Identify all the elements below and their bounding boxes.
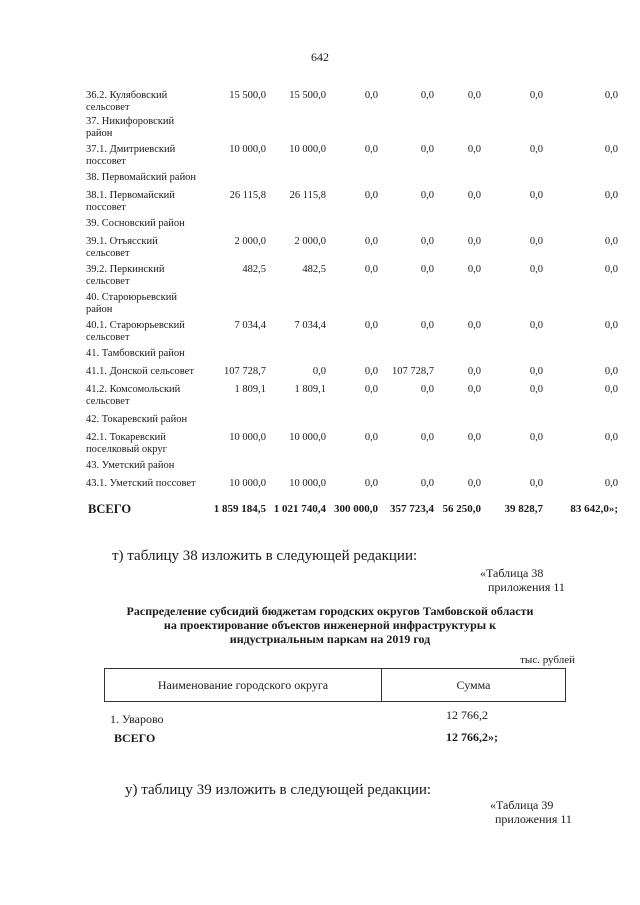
header-district-name: Наименование городского округа	[105, 669, 382, 702]
cell-value: 0,0	[364, 320, 378, 331]
cell-value: 0,0	[467, 236, 481, 247]
row-name	[86, 478, 216, 490]
cell-value: 0,0	[604, 190, 618, 201]
cell-value: 107 728,7	[224, 366, 266, 377]
cell-value: 0,0	[420, 90, 434, 101]
cell-value: 0,0	[364, 190, 378, 201]
row-name-line: 42. Токаревский район	[86, 414, 188, 425]
cell-value: 10 000,0	[289, 478, 326, 489]
row-name-line: 43. Уметский район	[86, 460, 175, 471]
table-38-ref-line2: приложения 11	[488, 580, 565, 594]
row-name-line: 38. Первомайский район	[86, 172, 197, 183]
row-name-line: сельсовет	[86, 276, 130, 287]
header-sum: Сумма	[382, 669, 566, 702]
cell-value: 0,0	[604, 366, 618, 377]
total-value: 83 642,0»;	[570, 503, 618, 515]
heading-line-1: Распределение субсидий бюджетам городских округов Тамбовской области	[126, 604, 534, 618]
row-name-line: 40.1. Староюрьевский	[86, 320, 185, 331]
row-name-line: 39.1. Отъясский	[86, 236, 158, 247]
row-name	[86, 172, 216, 184]
cell-value: 26 115,8	[289, 190, 326, 201]
instruction-t: т) таблицу 38 изложить в следующей редакции:	[112, 548, 418, 564]
cell-value: 0,0	[420, 432, 434, 443]
row-name-line: 41.1. Донской сельсовет	[86, 366, 194, 377]
total-label: ВСЕГО	[88, 502, 132, 516]
cell-value: 0,0	[420, 144, 434, 155]
table-38-header-row	[105, 669, 566, 702]
table-38-ref-line1: «Таблица 38	[480, 566, 544, 580]
cell-value: 0,0	[529, 478, 543, 489]
cell-value: 0,0	[467, 384, 481, 395]
cell-value: 0,0	[312, 366, 326, 377]
total-value: 1 021 740,4	[273, 503, 326, 515]
heading-line-2: на проектирование объектов инженерной инфраструктуры к	[163, 618, 497, 632]
table-38-heading	[110, 604, 550, 646]
table-38-row-name: 1. Уварово	[110, 712, 164, 726]
row-name-line: 41.2. Комсомольский	[86, 384, 181, 395]
page-number: 642	[311, 50, 329, 64]
cell-value: 15 500,0	[289, 90, 326, 101]
cell-value: 0,0	[604, 320, 618, 331]
cell-value: 0,0	[604, 236, 618, 247]
row-name	[86, 292, 216, 316]
table-39-reference	[490, 798, 572, 826]
cell-value: 0,0	[529, 190, 543, 201]
cell-value: 10 000,0	[229, 432, 266, 443]
cell-value: 482,5	[302, 264, 326, 275]
row-name	[86, 116, 216, 140]
cell-value: 0,0	[604, 384, 618, 395]
table-38	[104, 668, 566, 702]
heading-line-3: индустриальным паркам на 2019 год	[229, 632, 431, 646]
cell-value: 26 115,8	[229, 190, 266, 201]
row-name	[86, 218, 216, 230]
cell-value: 0,0	[420, 384, 434, 395]
cell-value: 10 000,0	[289, 432, 326, 443]
cell-value: 0,0	[529, 236, 543, 247]
cell-value: 107 728,7	[392, 366, 434, 377]
cell-value: 0,0	[529, 366, 543, 377]
table-38-reference	[480, 566, 565, 594]
row-name-line: сельсовет	[86, 396, 130, 407]
row-name-line: 39. Сосновский район	[86, 218, 185, 229]
cell-value: 10 000,0	[229, 478, 266, 489]
cell-value: 482,5	[242, 264, 266, 275]
table-39-ref-line2: приложения 11	[495, 812, 572, 826]
cell-value: 0,0	[364, 432, 378, 443]
cell-value: 7 034,4	[234, 320, 266, 331]
cell-value: 0,0	[467, 320, 481, 331]
row-name-line: 43.1. Уметский поссовет	[86, 478, 196, 489]
cell-value: 0,0	[529, 90, 543, 101]
cell-value: 0,0	[364, 144, 378, 155]
cell-value: 0,0	[604, 478, 618, 489]
row-name-line: сельсовет	[86, 332, 130, 343]
cell-value: 0,0	[467, 144, 481, 155]
cell-value: 0,0	[529, 432, 543, 443]
cell-value: 0,0	[529, 320, 543, 331]
row-name-line: 36.2. Кулябовский	[86, 90, 168, 101]
row-name-line: район	[86, 304, 113, 315]
cell-value: 10 000,0	[229, 144, 266, 155]
cell-value: 0,0	[364, 264, 378, 275]
total-value: 39 828,7	[504, 503, 543, 515]
cell-value: 2 000,0	[234, 236, 266, 247]
table-38-row-sum: 12 766,2	[446, 708, 488, 722]
row-name-line: поссовет	[86, 156, 126, 167]
row-name-line: сельсовет	[86, 102, 130, 113]
cell-value: 0,0	[467, 264, 481, 275]
total-value: 1 859 184,5	[213, 503, 266, 515]
cell-value: 0,0	[467, 478, 481, 489]
table-38-total-label: ВСЕГО	[114, 731, 156, 745]
row-name	[86, 366, 216, 378]
cell-value: 0,0	[420, 264, 434, 275]
cell-value: 0,0	[364, 236, 378, 247]
cell-value: 0,0	[604, 144, 618, 155]
row-name	[86, 190, 216, 214]
cell-value: 1 809,1	[294, 384, 326, 395]
row-name-line: 42.1. Токаревский	[86, 432, 166, 443]
instruction-u: у) таблицу 39 изложить в следующей редакции:	[125, 782, 432, 798]
table-38-total-sum: 12 766,2»;	[446, 730, 498, 744]
cell-value: 0,0	[364, 478, 378, 489]
row-name	[86, 144, 216, 168]
cell-value: 0,0	[364, 90, 378, 101]
cell-value: 7 034,4	[294, 320, 326, 331]
cell-value: 0,0	[364, 384, 378, 395]
row-name-line: 38.1. Первомайский	[86, 190, 175, 201]
row-name-line: поселковый округ	[86, 444, 167, 455]
total-value: 56 250,0	[442, 503, 481, 515]
table-39-ref-line1: «Таблица 39	[490, 798, 554, 812]
row-name-line: 39.2. Перкинский	[86, 264, 165, 275]
cell-value: 0,0	[364, 366, 378, 377]
cell-value: 0,0	[604, 90, 618, 101]
row-name-line: 37. Никифоровский	[86, 116, 175, 127]
cell-value: 0,0	[529, 384, 543, 395]
cell-value: 0,0	[604, 264, 618, 275]
cell-value: 2 000,0	[294, 236, 326, 247]
row-name	[86, 320, 216, 344]
cell-value: 10 000,0	[289, 144, 326, 155]
cell-value: 0,0	[467, 90, 481, 101]
total-value: 300 000,0	[334, 503, 378, 515]
cell-value: 0,0	[529, 264, 543, 275]
cell-value: 0,0	[604, 432, 618, 443]
units-label: тыс. рублей	[520, 654, 575, 666]
cell-value: 0,0	[529, 144, 543, 155]
row-name-line: 37.1. Дмитриевский	[86, 144, 176, 155]
cell-value: 0,0	[420, 190, 434, 201]
cell-value: 0,0	[467, 432, 481, 443]
cell-value: 0,0	[420, 236, 434, 247]
cell-value: 0,0	[420, 478, 434, 489]
row-name	[86, 348, 216, 360]
row-name-line: 41. Тамбовский район	[86, 348, 185, 359]
row-name	[86, 414, 216, 426]
row-name	[86, 264, 216, 288]
row-name-line: район	[86, 128, 113, 139]
row-name-line: 40. Староюрьевский	[86, 292, 177, 303]
row-name	[86, 432, 216, 456]
row-name	[86, 460, 216, 472]
cell-value: 0,0	[467, 190, 481, 201]
cell-value: 0,0	[420, 320, 434, 331]
row-name-line: сельсовет	[86, 248, 130, 259]
row-name-line: поссовет	[86, 202, 126, 213]
cell-value: 1 809,1	[234, 384, 266, 395]
total-value: 357 723,4	[390, 503, 434, 515]
row-name	[86, 236, 216, 260]
cell-value: 0,0	[467, 366, 481, 377]
row-name	[86, 384, 216, 408]
row-name	[86, 90, 216, 114]
cell-value: 15 500,0	[229, 90, 266, 101]
